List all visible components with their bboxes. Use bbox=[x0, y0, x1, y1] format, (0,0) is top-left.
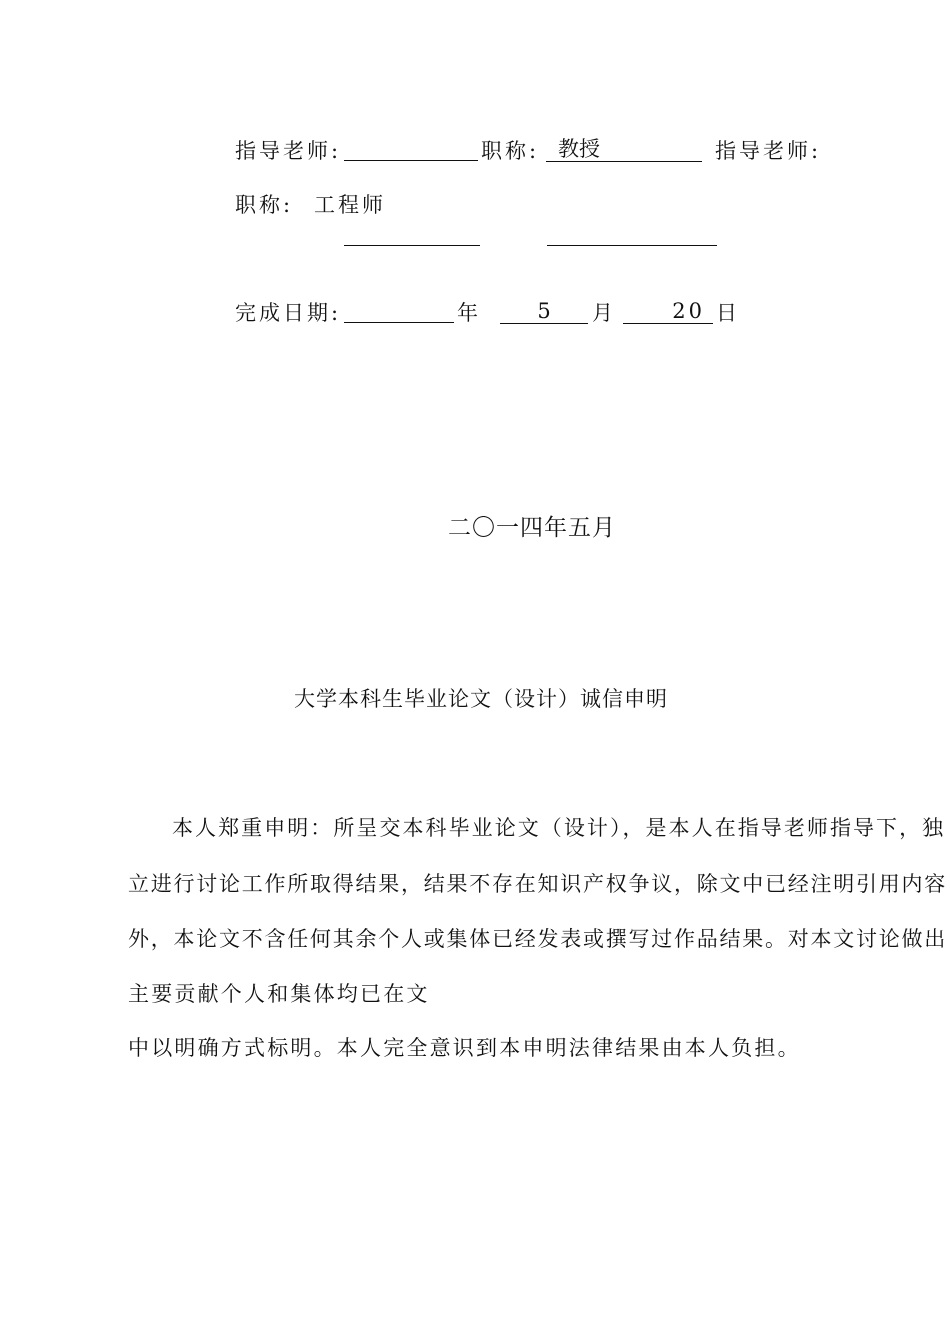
title-label-second: 职称: bbox=[235, 193, 294, 217]
declaration-line: 本人郑重申明：所呈交本科毕业论文（设计），是本人在指导老师指导下，独 bbox=[172, 816, 946, 840]
year-blank bbox=[344, 322, 454, 323]
month-value: 5 bbox=[537, 299, 551, 323]
title-blank-second bbox=[547, 245, 717, 246]
title-value-field bbox=[546, 137, 702, 162]
month-unit: 月 bbox=[592, 301, 613, 325]
completion-date-label: 完成日期: bbox=[235, 301, 342, 325]
year-unit: 年 bbox=[457, 301, 478, 325]
declaration-line: 立进行讨论工作所取得结果，结果不存在知识产权争议，除文中已经注明引用内容 bbox=[128, 872, 947, 896]
declaration-line: 外，本论文不含任何其余个人或集体已经发表或撰写过作品结果。对本文讨论做出 bbox=[128, 927, 947, 951]
advisor-name-blank-second bbox=[344, 245, 480, 246]
month-field bbox=[500, 299, 588, 324]
document-date: 二〇一四年五月 bbox=[448, 515, 616, 541]
day-value: 20 bbox=[672, 299, 705, 323]
declaration-line: 中以明确方式标明。本人完全意识到本申明法律结果由本人负担。 bbox=[128, 1036, 801, 1060]
advisor-name-blank bbox=[344, 160, 478, 161]
advisor-label: 指导老师: bbox=[235, 139, 342, 163]
declaration-line: 主要贡献个人和集体均已在文 bbox=[128, 982, 430, 1006]
title-label: 职称: bbox=[481, 139, 540, 163]
title-value: 教授 bbox=[558, 137, 600, 161]
day-field bbox=[623, 299, 713, 324]
day-unit: 日 bbox=[716, 301, 737, 325]
advisor-label-second: 指导老师: bbox=[715, 139, 822, 163]
declaration-heading: 大学本科生毕业论文（设计）诚信申明 bbox=[294, 687, 668, 711]
title-value-second: 工程师 bbox=[314, 193, 386, 217]
